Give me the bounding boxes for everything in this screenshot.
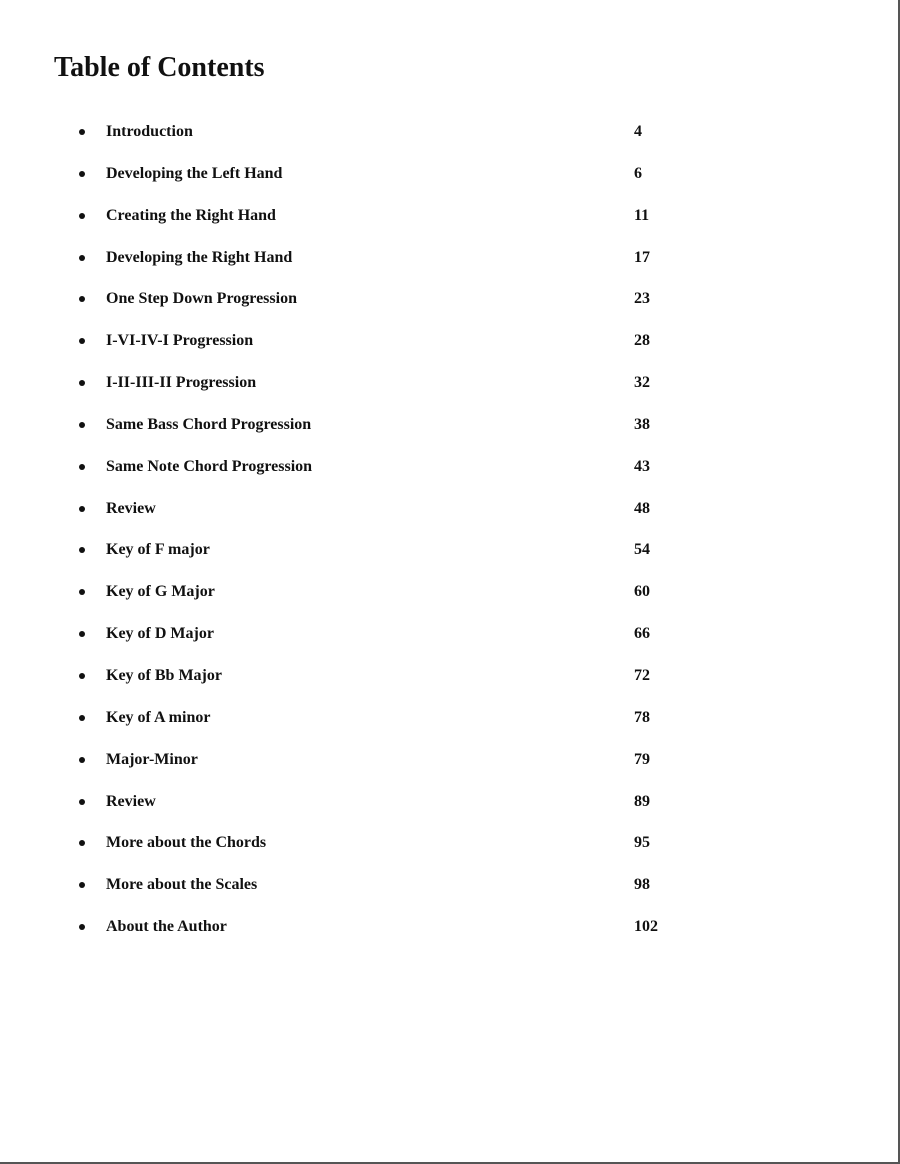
bullet-icon xyxy=(79,255,85,261)
toc-entry-page: 11 xyxy=(634,206,650,224)
toc-entry-title: Key of Bb Major xyxy=(106,666,222,684)
bullet-icon xyxy=(79,799,85,805)
toc-entry[interactable] xyxy=(0,781,900,823)
toc-entry[interactable] xyxy=(0,864,900,906)
toc-entry-page: 79 xyxy=(634,750,650,768)
bullet-icon xyxy=(79,380,85,386)
toc-entry-page: 66 xyxy=(634,625,650,643)
toc-entry-title: Introduction xyxy=(106,123,193,140)
toc-entry[interactable] xyxy=(0,822,900,864)
toc-entry[interactable] xyxy=(0,111,900,153)
bullet-icon xyxy=(79,840,85,846)
bullet-icon xyxy=(79,338,85,344)
toc-entry[interactable] xyxy=(0,404,900,446)
toc-entry[interactable] xyxy=(0,488,900,530)
toc-entry-page: 60 xyxy=(634,583,650,601)
toc-entry-title: Major-Minor xyxy=(106,750,198,768)
toc-entry-page: 54 xyxy=(634,541,650,559)
toc-entry[interactable] xyxy=(0,362,900,404)
toc-entry-title: Same Bass Chord Progression xyxy=(106,415,312,433)
bullet-icon xyxy=(79,882,85,888)
toc-entry-page: 17 xyxy=(634,248,650,266)
toc-entry-title: Developing the Left Hand xyxy=(106,164,283,182)
bullet-icon xyxy=(79,213,85,219)
toc-entry[interactable] xyxy=(0,613,900,655)
toc-entry[interactable] xyxy=(0,446,900,488)
toc-entry-page: 48 xyxy=(634,499,650,517)
bullet-icon xyxy=(79,171,85,177)
toc-entry-page: 32 xyxy=(634,374,650,392)
toc-entry-title: About the Author xyxy=(106,918,227,936)
bullet-icon xyxy=(79,506,85,512)
toc-entry-title: Developing the Right Hand xyxy=(106,248,293,266)
toc-entry-page: 28 xyxy=(634,332,650,350)
toc-entry-page: 43 xyxy=(634,457,650,475)
toc-entry-page: 38 xyxy=(634,415,650,433)
bullet-icon xyxy=(79,715,85,721)
bullet-icon xyxy=(79,589,85,595)
toc-entry[interactable] xyxy=(0,739,900,781)
bullet-icon xyxy=(79,547,85,553)
toc-entry-title: Review xyxy=(106,499,156,517)
toc-entry-page: 102 xyxy=(634,918,658,936)
bullet-icon xyxy=(79,464,85,470)
page-title: Table of Contents xyxy=(54,52,265,83)
toc-entry-title: Review xyxy=(106,792,156,810)
toc-entry[interactable] xyxy=(0,153,900,195)
toc-entry-page: 78 xyxy=(634,708,650,726)
toc-entry[interactable] xyxy=(0,655,900,697)
toc-entry-title: I-VI-IV-I Progression xyxy=(106,332,254,350)
toc-entry-page: 6 xyxy=(634,164,642,182)
toc-entry-title: More about the Scales xyxy=(106,876,258,894)
toc-entry-title: Same Note Chord Progression xyxy=(106,457,313,475)
toc-entry-title: Key of D Major xyxy=(106,625,214,643)
bullet-icon xyxy=(79,673,85,679)
toc-entry[interactable] xyxy=(0,571,900,613)
toc-entry-title: Key of G Major xyxy=(106,583,215,601)
bullet-icon xyxy=(79,631,85,637)
toc-entry-title: More about the Chords xyxy=(106,834,267,852)
toc-entry-title: Creating the Right Hand xyxy=(106,206,276,224)
toc-entry-title: Key of F major xyxy=(106,541,210,559)
bullet-icon xyxy=(79,129,85,135)
toc-entry-page: 23 xyxy=(634,290,650,308)
toc-entry-page: 4 xyxy=(634,123,642,140)
toc-entry[interactable] xyxy=(0,697,900,739)
toc-entry-title: I-II-III-II Progression xyxy=(106,374,257,392)
bullet-icon xyxy=(79,296,85,302)
toc-entry-page: 95 xyxy=(634,834,650,852)
bullet-icon xyxy=(79,422,85,428)
toc-entry[interactable] xyxy=(0,195,900,237)
toc-entry-page: 98 xyxy=(634,876,650,894)
toc-entry-title: Key of A minor xyxy=(106,708,211,726)
toc-entry[interactable] xyxy=(0,529,900,571)
toc-entry[interactable] xyxy=(0,320,900,362)
toc-list xyxy=(0,111,900,948)
bullet-icon xyxy=(79,757,85,763)
toc-entry[interactable] xyxy=(0,278,900,320)
toc-entry-title: One Step Down Progression xyxy=(106,290,297,308)
toc-entry[interactable] xyxy=(0,906,900,948)
toc-entry[interactable] xyxy=(0,237,900,279)
toc-entry-page: 89 xyxy=(634,792,650,810)
toc-entry-page: 72 xyxy=(634,666,650,684)
bullet-icon xyxy=(79,924,85,930)
